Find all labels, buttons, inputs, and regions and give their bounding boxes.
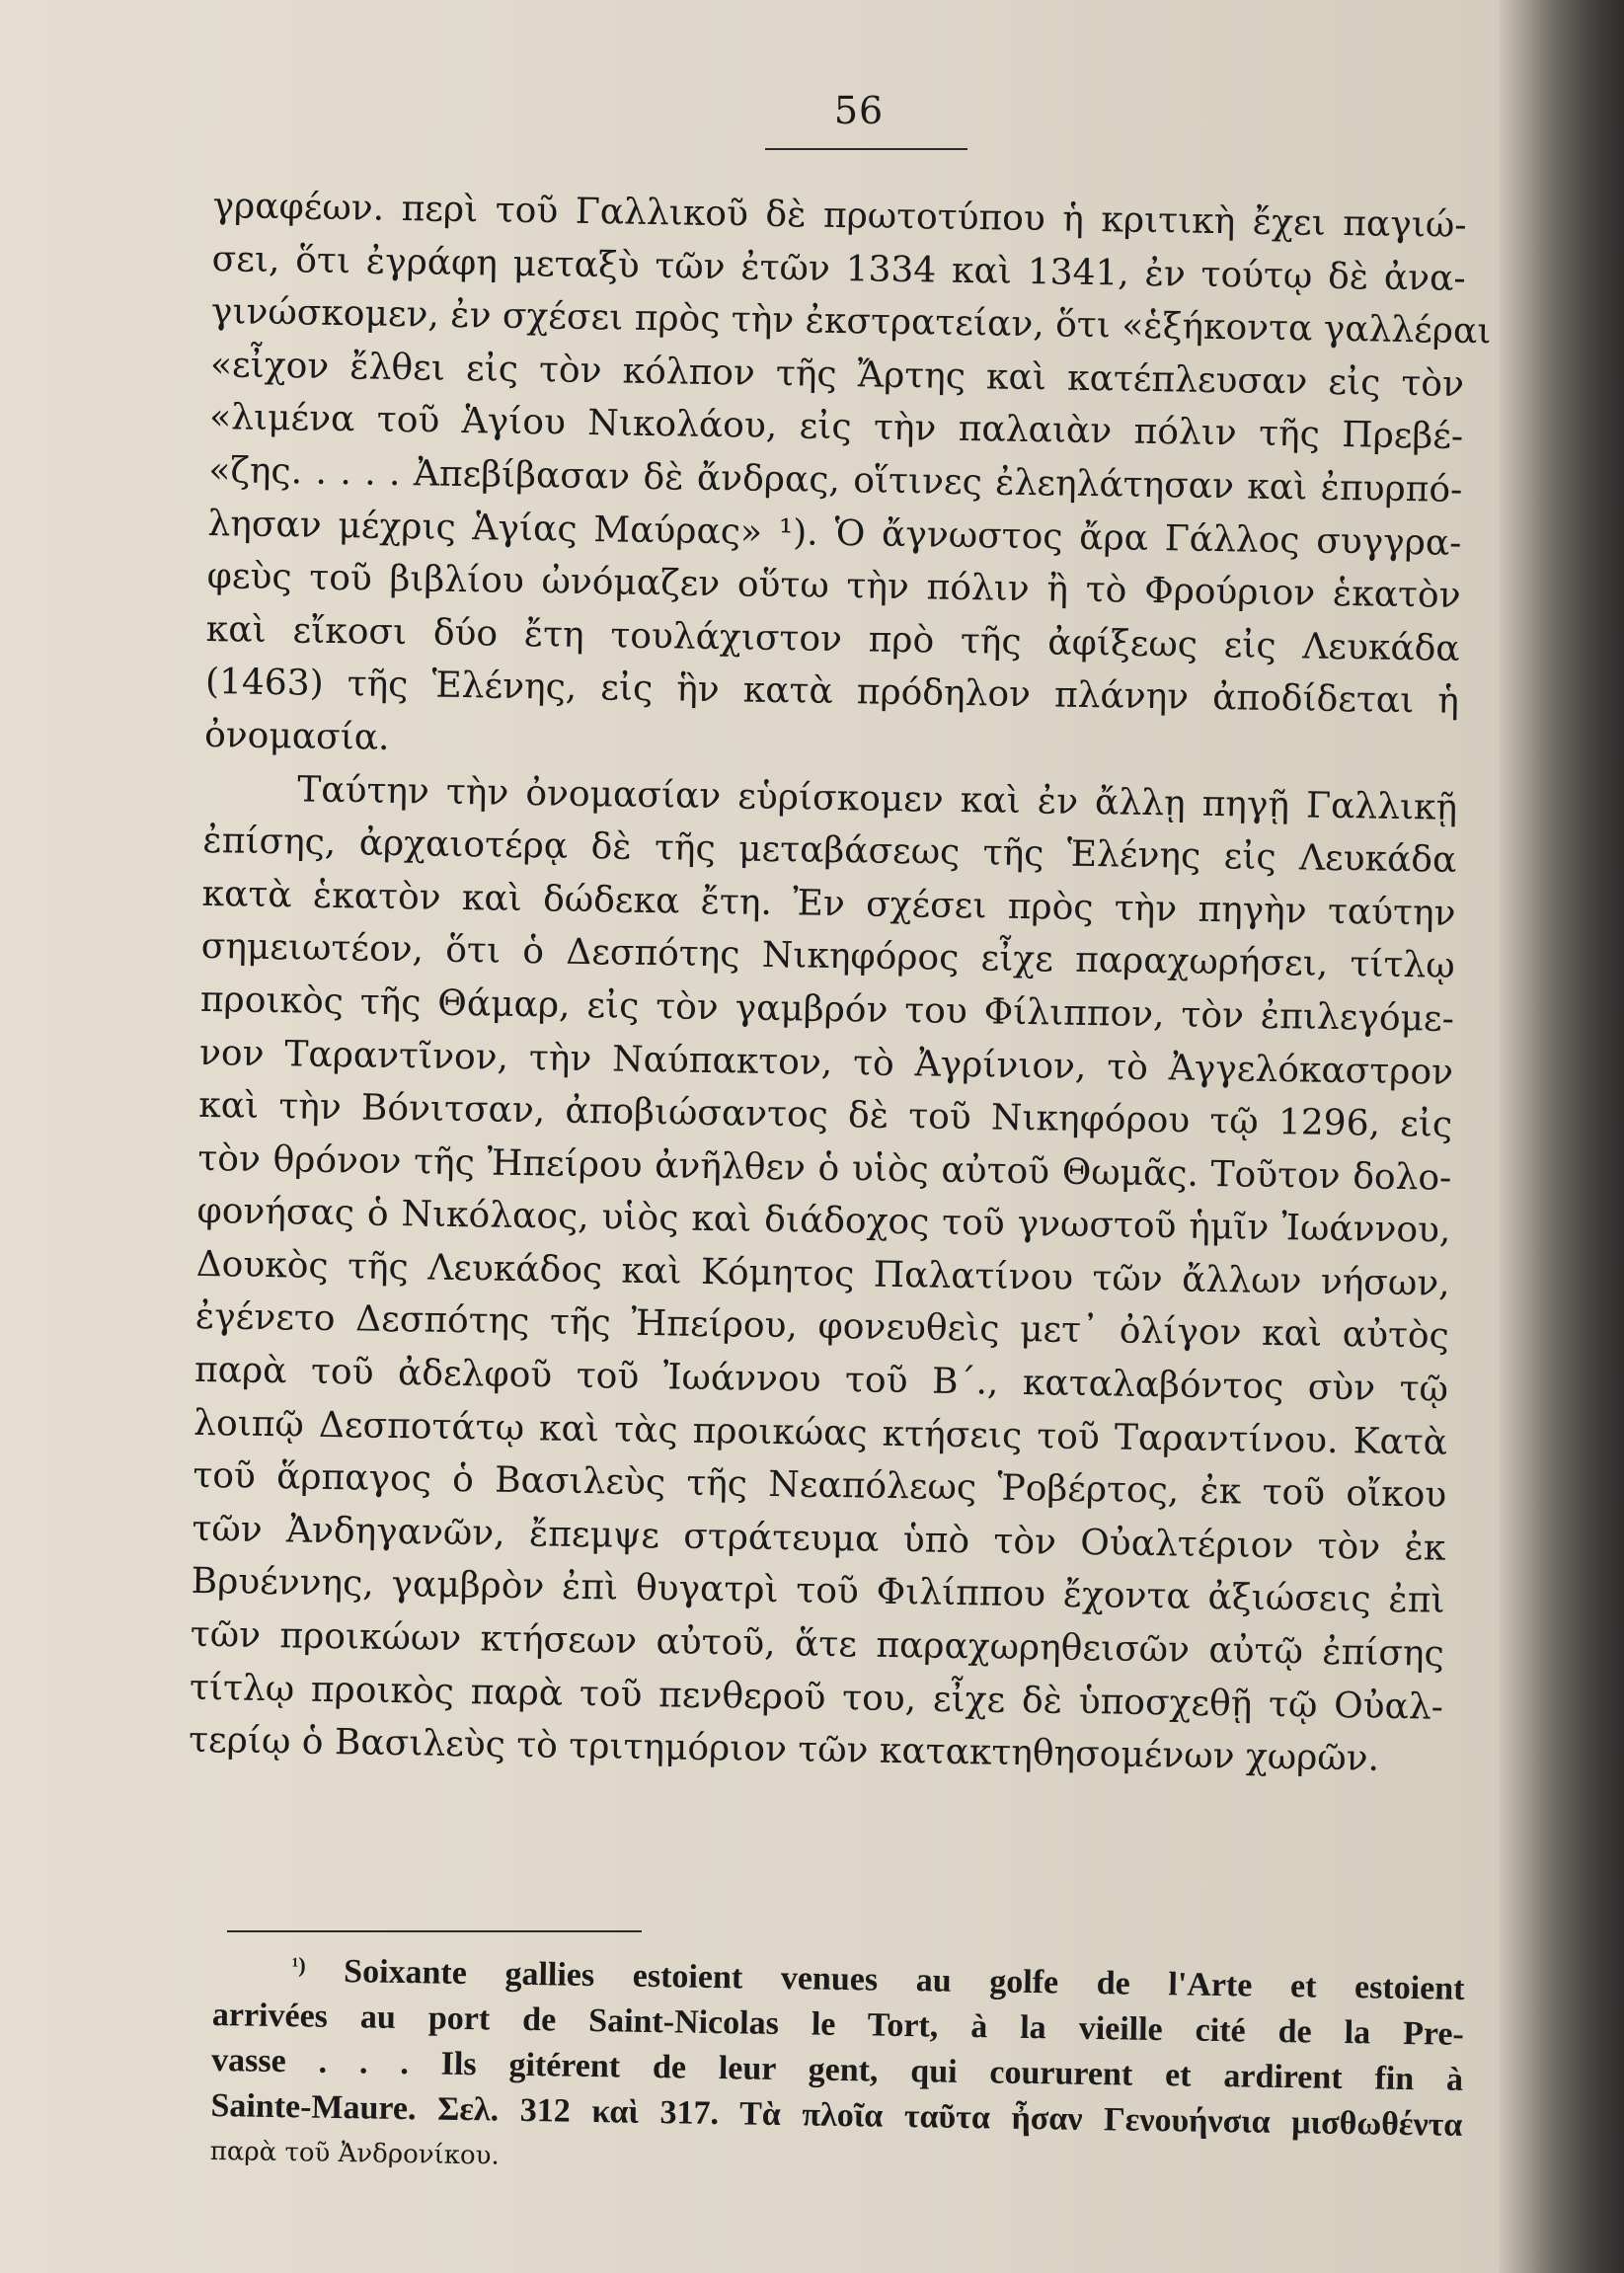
footnote-divider	[227, 1930, 642, 1932]
text-line: φεὺς τοῦ βιβλίου ὠνόμαζεν οὕτω τὴν πόλιν ἢ τὸ Φρούριον ἑκατὸν	[206, 556, 1461, 617]
page-number: 56	[833, 89, 885, 132]
text-line: Βρυέννης, γαμβρὸν ἐπὶ θυγατρὶ τοῦ Φιλίππου ἔχοντα ἀξιώσεις ἐπὶ	[191, 1561, 1445, 1622]
text-line: ὀνομασία.	[203, 714, 390, 758]
text-line: «εἶχον ἔλθει εἰς τὸν κόλπον τῆς Ἄρτης καὶ κατέπλευσαν εἰς τὸν	[209, 344, 1465, 405]
book-spine-shadow	[1499, 0, 1624, 2273]
text-line: καὶ τὴν Βόνιτσαν, ἀποβιώσαντος δὲ τοῦ Νικηφόρου τῷ 1296, εἰς	[197, 1084, 1453, 1145]
footnote-line: arrivées au port de Saint-Nicolas le Tort, à la vieille cité de la Pre-	[211, 1996, 1465, 2053]
text-line: γραφέων. περὶ τοῦ Γαλλικοῦ δὲ πρωτοτύπου ἡ κριτικὴ ἔχει παγιώ-	[212, 185, 1467, 246]
paragraph-start-line: Ταύτην τὴν ὀνομασίαν εὑρίσκομεν καὶ ἐν ἄλλῃ πηγῇ Γαλλικῇ	[296, 768, 1458, 828]
text-line: παρὰ τοῦ ἀδελφοῦ τοῦ Ἰωάννου τοῦ Β΄., καταλαβόντος σὺν τῷ	[193, 1349, 1449, 1410]
text-line: ἐγένετο Δεσπότης τῆς Ἠπείρου, φονευθεὶς μετ᾽ ὀλίγον καὶ αὐτὸς	[194, 1296, 1450, 1358]
text-line: «ζης. . . . . Ἀπεβίβασαν δὲ ἄνδρας, οἵτινες ἐλεηλάτησαν καὶ ἐπυρπό-	[208, 449, 1463, 510]
text-line: Δουκὸς τῆς Λευκάδος καὶ Κόμητος Παλατίνου τῶν ἄλλων νήσων,	[195, 1243, 1450, 1304]
text-line: προικὸς τῆς Θάμαρ, εἰς τὸν γαμβρόν του Φίλιππον, τὸν ἐπιλεγόμε-	[199, 979, 1455, 1040]
footnote-line: Sainte-Maure. Σελ. 312 καὶ 317. Τὰ πλοῖα ταῦτα ἦσαν Γενουήνσια μισθωθέντα	[210, 2086, 1463, 2144]
text-line: τοῦ ἅρπαγος ὁ Βασιλεὺς τῆς Νεαπόλεως Ῥοβέρτος, ἐκ τοῦ οἴκου	[193, 1455, 1447, 1517]
text-line: λοιπῷ Δεσποτάτῳ καὶ τὰς προικώας κτήσεις τοῦ Ταραντίνου. Κατὰ	[193, 1402, 1448, 1463]
text-line: «λιμένα τοῦ Ἁγίου Νικολάου, εἰς τὴν παλαιὰν πόλιν τῆς Πρεβέ-	[208, 397, 1464, 458]
footnote-line: vasse . . . Ils gitérent de leur gent, qui coururent et ardirent fin à	[210, 2041, 1464, 2098]
footnote-marker: ¹)	[291, 1952, 306, 1978]
text-line: τῶν Ἀνδηγανῶν, ἔπεμψε στράτευμα ὑπὸ τὸν Οὐαλτέριον τὸν ἐκ	[192, 1508, 1446, 1569]
text-line: γινώσκομεν, ἐν σχέσει πρὸς τὴν ἐκστρατείαν, ὅτι «ἑξήκοντα γαλλέραι	[210, 291, 1492, 353]
text-line: λησαν μέχρις Ἁγίας Μαύρας» ¹). Ὁ ἄγνωστος ἄρα Γάλλος συγγρα-	[207, 503, 1462, 564]
text-line: νον Ταραντῖνον, τὴν Ναύπακτον, τὸ Ἀγρίνιον, τὸ Ἀγγελόκαστρον	[198, 1032, 1454, 1093]
text-line: τῶν προικώων κτήσεων αὐτοῦ, ἅτε παραχωρηθεισῶν αὐτῷ ἐπίσης	[190, 1613, 1445, 1675]
text-line: ἐπίσης, ἀρχαιοτέρᾳ δὲ τῆς μεταβάσεως τῆς Ἑλένης εἰς Λευκάδα	[202, 821, 1457, 881]
text-line: τὸν θρόνον τῆς Ἠπείρου ἀνῆλθεν ὁ υἱὸς αὐτοῦ Θωμᾶς. Τοῦτον δολο-	[197, 1137, 1452, 1199]
text-line: τίτλῳ προικὸς παρὰ τοῦ πενθεροῦ του, εἶχε δὲ ὑποσχεθῇ τῷ Οὐαλ-	[189, 1667, 1444, 1728]
text-line: (1463) τῆς Ἑλένης, εἰς ἣν κατὰ πρόδηλον πλάνην ἀποδίδεται ἡ	[204, 662, 1460, 723]
footnote-text: Soixante gallies estoient venues au golfe de l'Arte et estoient	[343, 1953, 1465, 2007]
footnote	[209, 1947, 1464, 2194]
text-line: καὶ εἴκοσι δύο ἔτη τουλάχιστον πρὸ τῆς ἀφίξεως εἰς Λευκάδα	[205, 608, 1461, 669]
main-text	[188, 180, 1492, 1787]
footnote-line: παρὰ τοῦ Ἀνδρονίκου.	[209, 2136, 500, 2171]
text-line: σει, ὅτι ἐγράφη μεταξὺ τῶν ἐτῶν 1334 καὶ 1341, ἐν τούτῳ δὲ ἀνα-	[211, 238, 1466, 299]
text-line: φονήσας ὁ Νικόλαος, υἱὸς καὶ διάδοχος τοῦ γνωστοῦ ἡμῖν Ἰωάννου,	[196, 1191, 1451, 1252]
text-line: τερίῳ ὁ Βασιλεὺς τὸ τριτημόριον τῶν κατακτηθησομένων χωρῶν.	[188, 1720, 1380, 1779]
text-line: κατὰ ἑκατὸν καὶ δώδεκα ἔτη. Ἐν σχέσει πρὸς τὴν πηγὴν ταύτην	[201, 873, 1456, 934]
text-line: σημειωτέον, ὅτι ὁ Δεσπότης Νικηφόρος εἶχε παραχωρήσει, τίτλῳ	[200, 926, 1455, 987]
page-number-rule	[765, 148, 967, 150]
